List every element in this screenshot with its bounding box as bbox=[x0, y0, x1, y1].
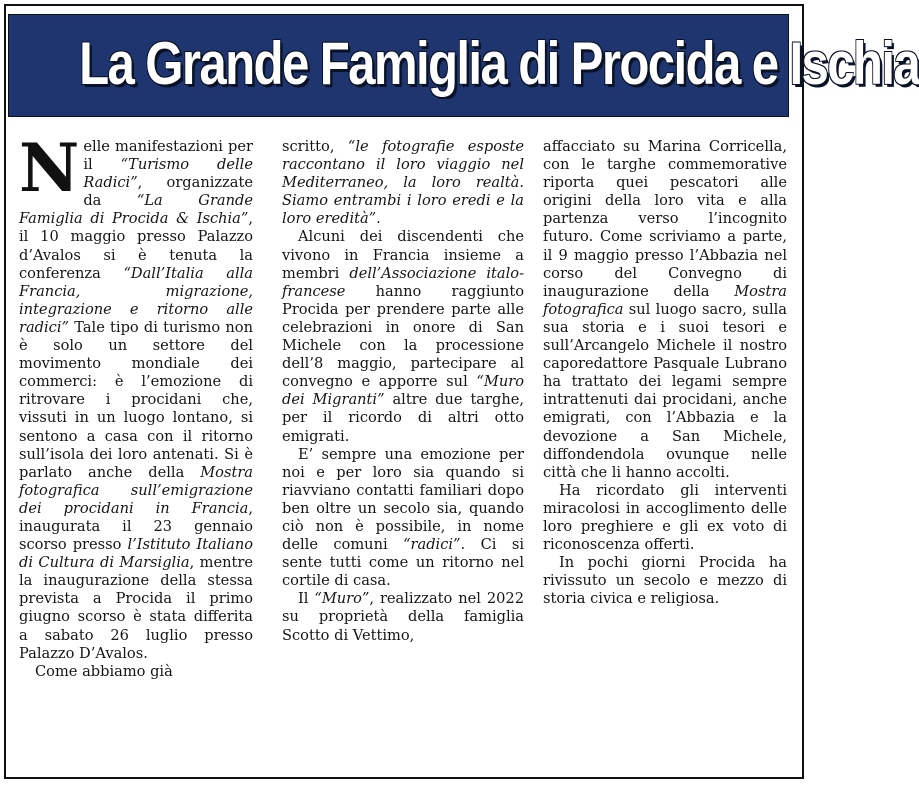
drop-cap: N bbox=[19, 129, 80, 207]
column-3 bbox=[543, 138, 787, 608]
paragraph: Nelle manifestazioni per il “Turismo delle Radici”, organizzate da “La Grande Famiglia di Procida & Ischia”, il 10 maggio presso Palazzo d’Avalos si è tenuta la conferenza “Dall’Italia alla Francia, migrazione, integrazione e ritorno alle radici” Tale tipo di turismo non è solo un settore del movimento mondiale dei commerci: è l’emozione di ritrovare i procidani che, vissuti in un luogo lontano, si sentono a casa con il ritorno sull’isola dei loro antenati. Si è parlato anche della Mostra fotografica sull’emigrazione dei procidani in Francia, inaugurata il 23 gennaio scorso presso l’Istituto Italiano di Cultura di Marsiglia, mentre la inaugurazione della stessa prevista a Procida il primo giugno scorso è stata differita a sabato 26 luglio presso Palazzo D’Avalos. bbox=[19, 129, 254, 662]
paragraph: E’ sempre una emozione per noi e per loro sia quando si riavviano contatti familiari dopo ben oltre un secolo sia, quando ciò non è possibile, in nome delle comuni “radici”. Ci si sente tutti come un ritorno nel cortile di casa. bbox=[282, 445, 524, 590]
paragraph: Alcuni dei discendenti che vivono in Francia insieme a membri dell’Associazione italo-francese hanno raggiunto Procida per prendere parte alle celebrazioni in onore di San Michele con la processione dell’8 maggio, partecipare al convegno e apporre sul “Muro dei Migranti” altre due targhe, per il ricordo di altri otto emigrati. bbox=[282, 228, 524, 445]
column-2 bbox=[282, 138, 524, 645]
paragraph: Ha ricordato gli interventi miracolosi in accoglimento delle loro preghiere e gli ex voto di riconoscenza offerti. bbox=[543, 481, 787, 554]
title-banner bbox=[8, 14, 919, 117]
paragraph: In pochi giorni Procida ha rivissuto un secolo e mezzo di storia civica e religiosa. bbox=[543, 554, 787, 608]
paragraph: affacciato su Marina Corricella, con le targhe commemorative riporta quei pescatori alle origini della loro vita e alla partenza verso l’incognito futuro. Come scriviamo a parte, il 9 maggio presso l’Abbazia nel corso del Convegno di inaugurazione della Mostra fotografica sul luogo sacro, sulla sua storia e i suoi tesori e sull’Arcangelo Michele il nostro caporedattore Pasquale Lubrano ha trattato dei legami sempre intrattenuti dai procidani, anche emigrati, con l’Abbazia e la devozione a San Michele, diffondendola ovunque nelle città che li hanno accolti. bbox=[543, 138, 787, 481]
paragraph: Come abbiamo già bbox=[35, 662, 173, 680]
paragraph: Il “Muro”, realizzato nel 2022 su proprietà della famiglia Scotto di Vettimo, bbox=[282, 590, 524, 644]
column-1 bbox=[19, 129, 254, 681]
paragraph: scritto, “le fotografie esposte raccontano il loro viaggio nel Mediterraneo, la loro realtà. Siamo entrambi i loro eredi e la loro eredità”. bbox=[282, 138, 525, 228]
article-title: La Grande Famiglia di Procida e Ischia bbox=[79, 30, 919, 97]
